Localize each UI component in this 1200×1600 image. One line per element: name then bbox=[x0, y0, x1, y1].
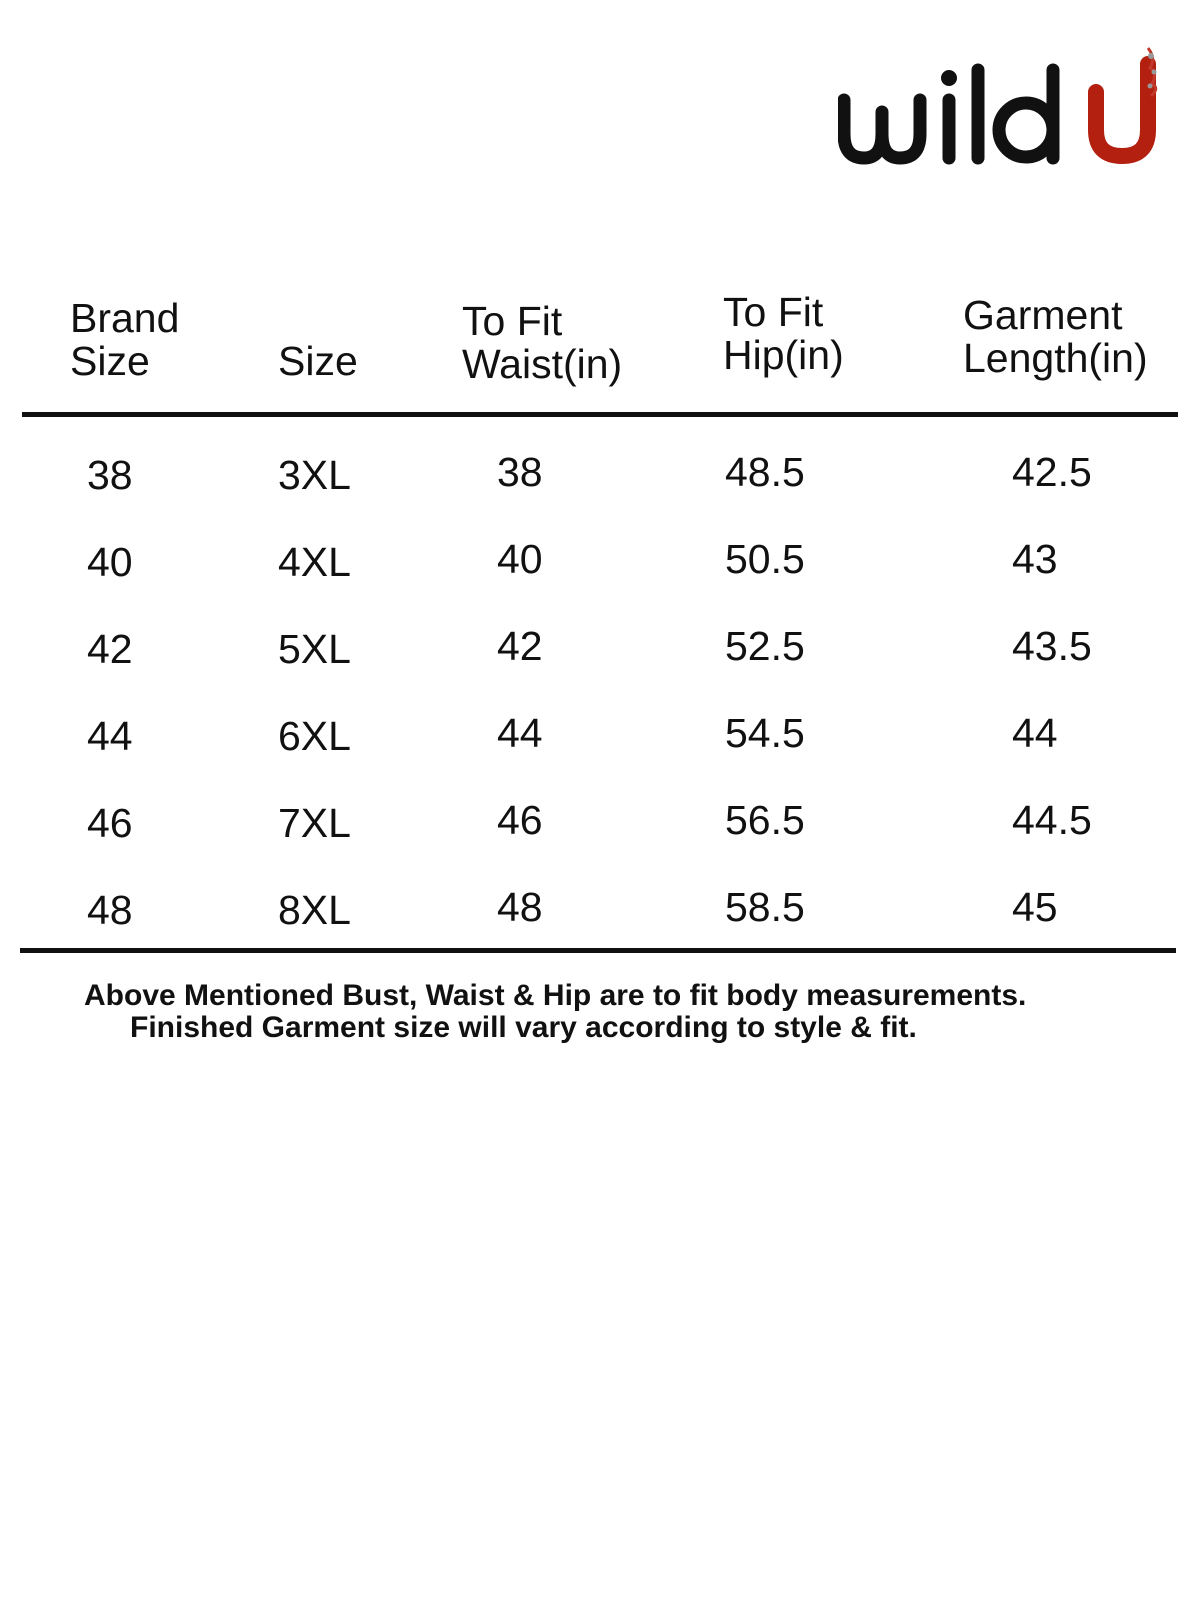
cell-size: 8XL bbox=[278, 887, 351, 933]
brand-logo bbox=[838, 42, 1178, 172]
cell-size: 4XL bbox=[278, 539, 351, 585]
cell-waist: 48 bbox=[497, 884, 543, 930]
cell-garment-length: 42.5 bbox=[1012, 449, 1092, 495]
cell-waist: 38 bbox=[497, 449, 543, 495]
header-hip: To Fit Hip(in) bbox=[723, 289, 844, 378]
cell-brand-size: 42 bbox=[87, 626, 133, 672]
cell-size: 7XL bbox=[278, 800, 351, 846]
cell-hip: 52.5 bbox=[725, 623, 805, 669]
cell-brand-size: 40 bbox=[87, 539, 133, 585]
header-size: Size bbox=[278, 338, 358, 384]
cell-hip: 54.5 bbox=[725, 710, 805, 756]
cell-size: 5XL bbox=[278, 626, 351, 672]
header-garment-length: Garment Length(in) bbox=[963, 292, 1148, 381]
cell-waist: 42 bbox=[497, 623, 543, 669]
cell-waist: 44 bbox=[497, 710, 543, 756]
cell-garment-length: 43 bbox=[1012, 536, 1058, 582]
wild-u-logo-icon bbox=[838, 42, 1178, 172]
cell-waist: 40 bbox=[497, 536, 543, 582]
cell-garment-length: 44.5 bbox=[1012, 797, 1092, 843]
header-divider bbox=[22, 412, 1178, 417]
header-waist: To Fit Waist(in) bbox=[462, 298, 623, 387]
cell-brand-size: 46 bbox=[87, 800, 133, 846]
footer-divider bbox=[20, 948, 1176, 953]
cell-waist: 46 bbox=[497, 797, 543, 843]
cell-brand-size: 44 bbox=[87, 713, 133, 759]
cell-garment-length: 44 bbox=[1012, 710, 1058, 756]
footnote-line-2: Finished Garment size will vary according to style & fit. bbox=[130, 1011, 917, 1044]
cell-hip: 56.5 bbox=[725, 797, 805, 843]
cell-brand-size: 48 bbox=[87, 887, 133, 933]
cell-brand-size: 38 bbox=[87, 452, 133, 498]
cell-garment-length: 43.5 bbox=[1012, 623, 1092, 669]
header-brand-size: Brand Size bbox=[70, 295, 180, 384]
cell-hip: 48.5 bbox=[725, 449, 805, 495]
cell-hip: 50.5 bbox=[725, 536, 805, 582]
cell-hip: 58.5 bbox=[725, 884, 805, 930]
cell-size: 6XL bbox=[278, 713, 351, 759]
cell-garment-length: 45 bbox=[1012, 884, 1058, 930]
footnote-line-1: Above Mentioned Bust, Waist & Hip are to fit body measurements. bbox=[84, 979, 1027, 1012]
cell-size: 3XL bbox=[278, 452, 351, 498]
